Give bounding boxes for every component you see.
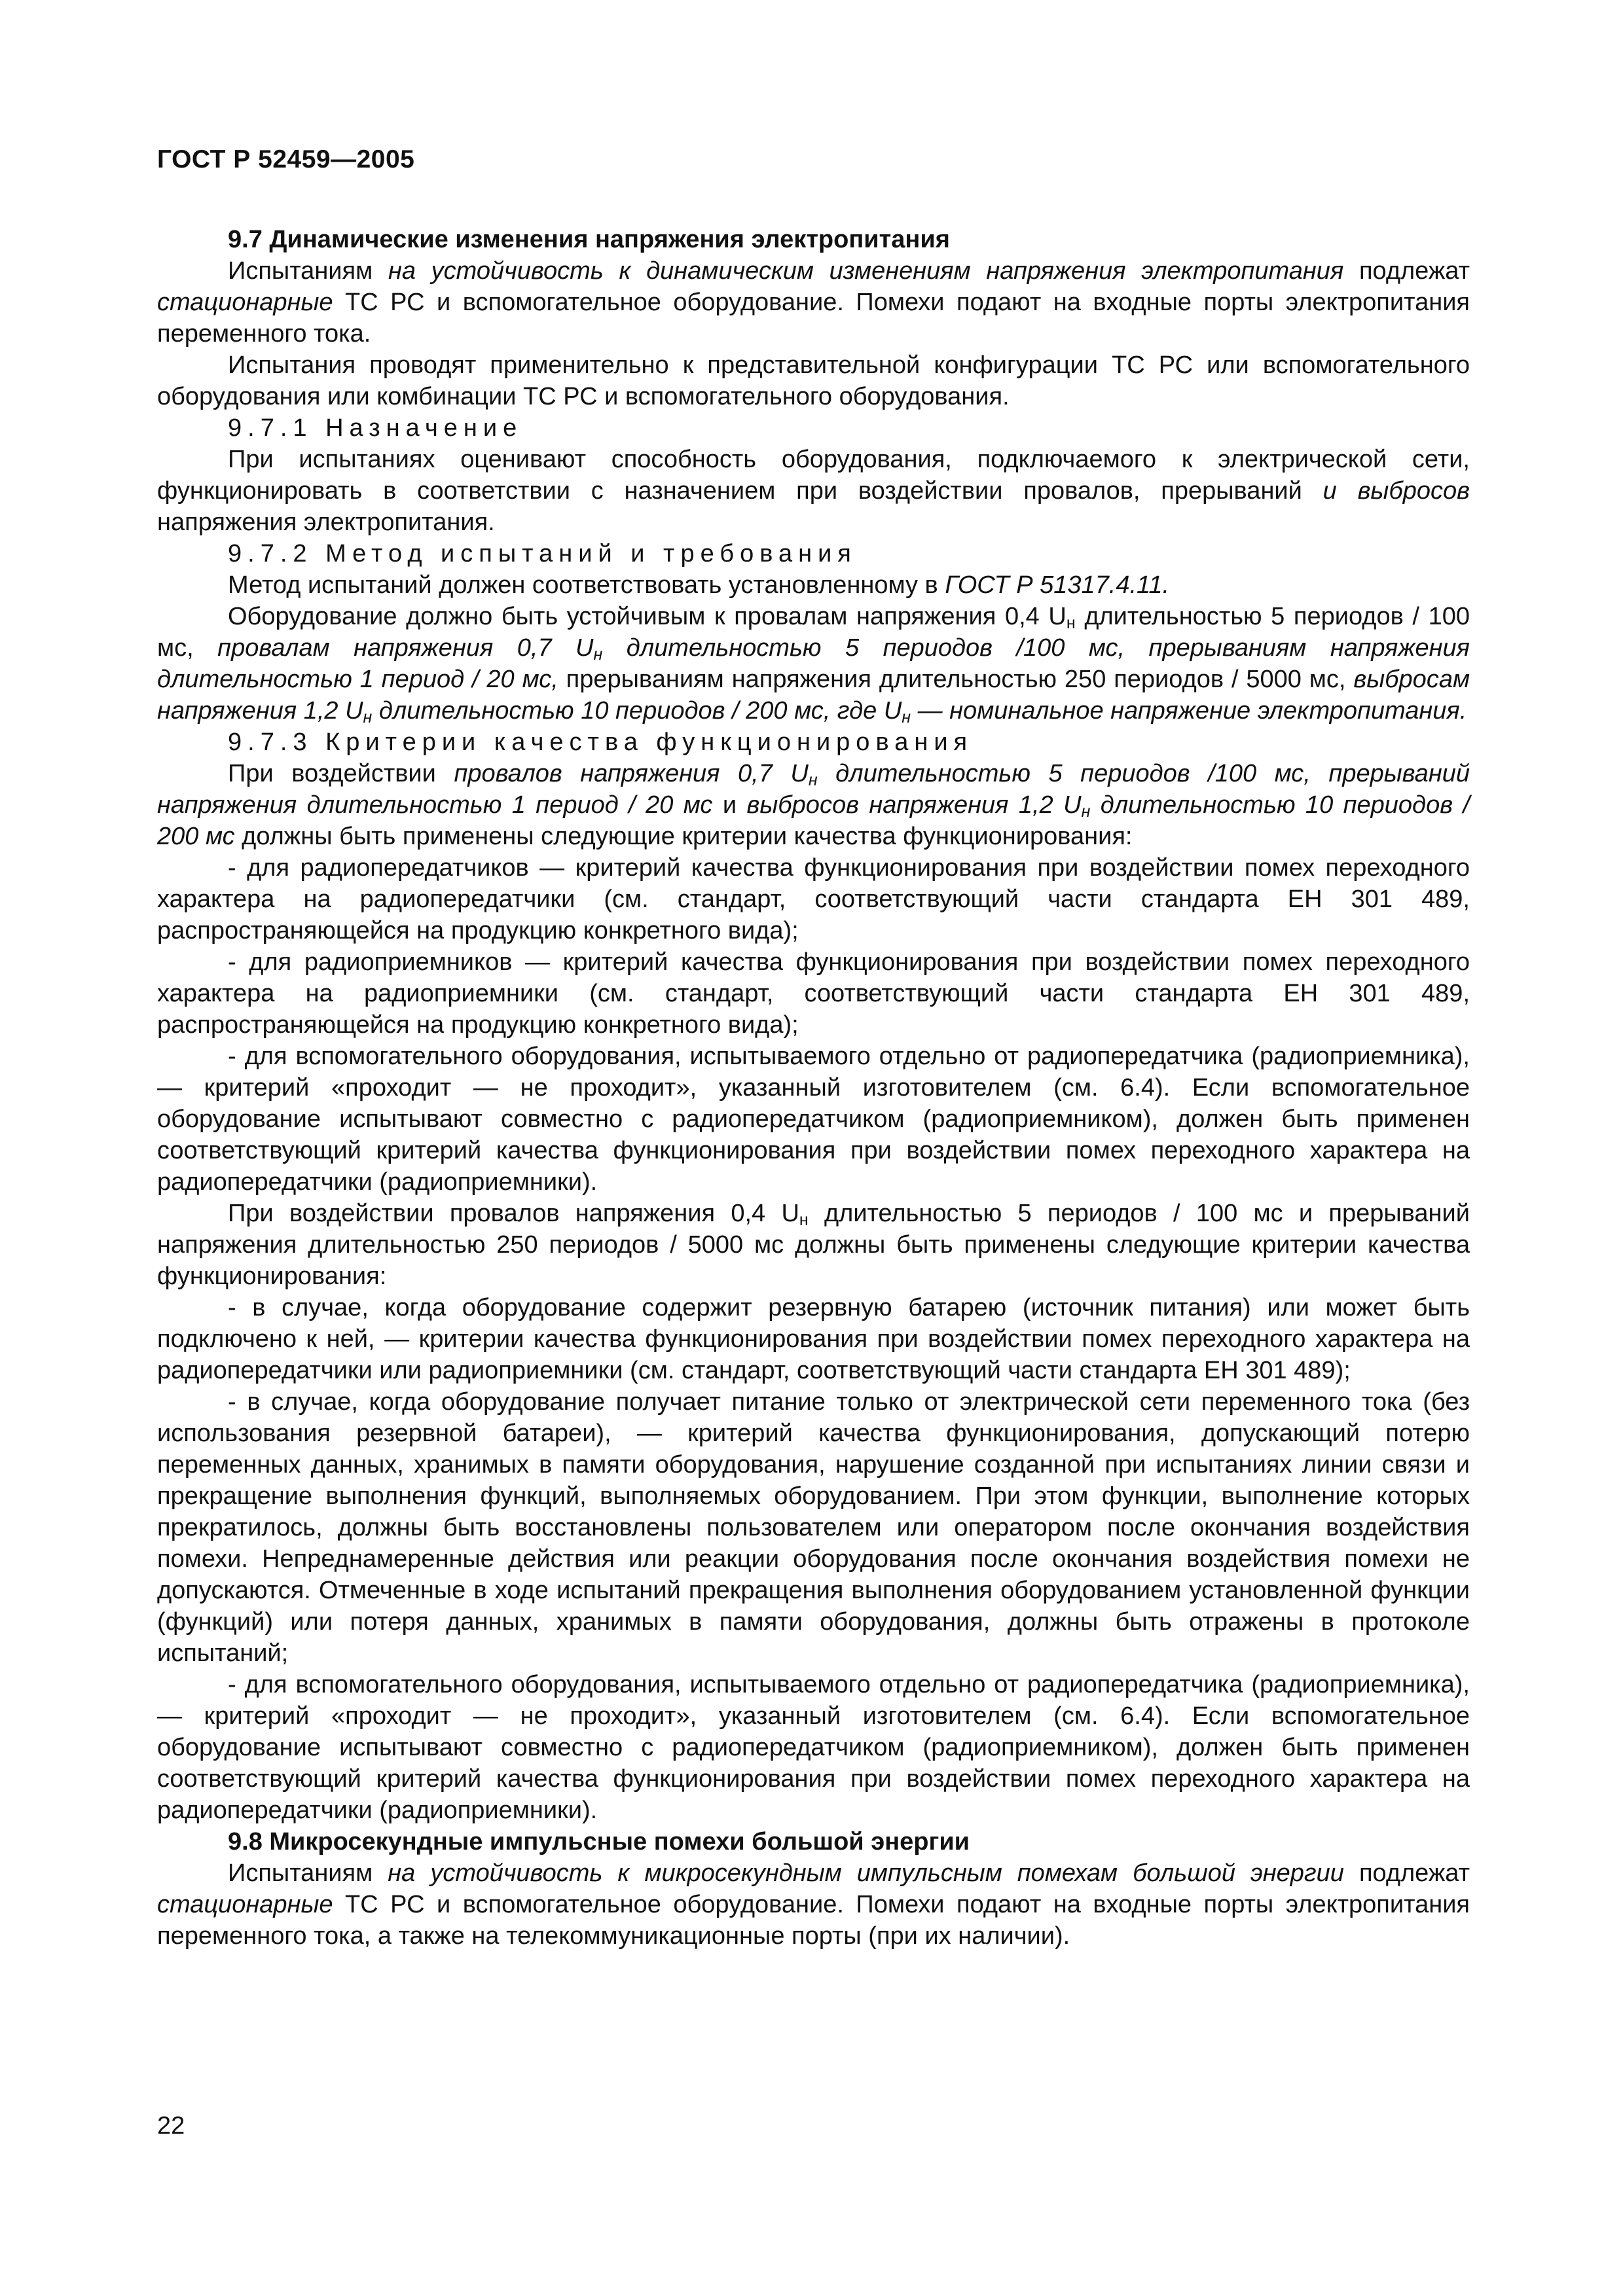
paragraph: Испытаниям на устойчивость к динамическим изменениям напряжения электропитания подлежат стационарные ТС РС и вспомогательное оборудование. Помехи подают на входные порты электропитания переменного тока. (157, 257, 1470, 348)
list-item: - для вспомогательного оборудования, испытываемого отдельно от радиопередатчика (радиоприемника), — критерий «проходит — не проходит», указанный изготовителем (см. 6.4). Если вспомогательное оборудование испытывают совместно с радиопередатчиком (радиоприемником), должен быть применен соответствующий критерий качества функционирования при воздействии помех переходного характера на радиопередатчики (радиоприемники). (157, 1043, 1470, 1196)
list-item: - для радиоприемников — критерий качества функционирования при воздействии помех переходного характера на радиоприемники (см. стандарт, соответствующий части стандарта ЕН 301 489, распространяющейся на продукцию конкретного вида); (157, 948, 1470, 1039)
paragraph: Оборудование должно быть устойчивым к провалам напряжения 0,4 $U_н$ длительностью 5 периодов / 100 мс, провалам напряжения 0,7 $U_н$ длительностью 5 периодов /100 мс, прерываниям напряжения длительностью 1 период / 20 мс, прерываниям напряжения длительностью 250 периодов / 5000 мс, выбросам напряжения 1,2 $U_н$ длительностью 10 периодов / 200 мс, где $U_н$ — номинальное напряжение электропитания. (157, 603, 1470, 726)
subsection-heading-9-7-3: 9.7.3 Критерии качества функционирования (228, 728, 974, 756)
list-item: - в случае, когда оборудование содержит резервную батарею (источник питания) или может быть подключено к ней, — критерии качества функционирования при воздействии помех переходного характера на радиопередатчики или радиоприемники (см. стандарт, соответствующий части стандарта ЕН 301 489); (157, 1294, 1470, 1384)
paragraph: При воздействии провалов напряжения 0,7 $U_н$ длительностью 5 периодов /100 мс, прерываний напряжения длительностью 1 период / 20 мс и выбросов напряжения 1,2 $U_н$ длительностью 10 периодов / 200 мс должны быть применены следующие критерии качества функционирования: (157, 760, 1470, 850)
paragraph: При воздействии провалов напряжения 0,4 $U_н$ длительностью 5 периодов / 100 мс и прерываний напряжения длительностью 250 периодов / 5000 мс должны быть применены следующие критерии качества функционирования: (157, 1200, 1470, 1290)
subsection-heading-9-7-2: 9.7.2 Метод испытаний и требования (228, 540, 857, 567)
page-number: 22 (157, 2112, 185, 2140)
document-body (157, 224, 1470, 1952)
section-heading-9-8: 9.8 Микросекундные импульсные помехи большой энергии (228, 1828, 970, 1856)
list-item: - для радиопередатчиков — критерий качества функционирования при воздействии помех переходного характера на радиопередатчики (см. стандарт, соответствующий части стандарта ЕН 301 489, распространяющейся на продукцию конкретного вида); (157, 854, 1470, 944)
paragraph: При испытаниях оценивают способность оборудования, подключаемого к электрической сети, функционировать в соответствии с назначением при воздействии провалов, прерываний и выбросов напряжения электропитания. (157, 446, 1470, 536)
paragraph: Испытаниям на устойчивость к микросекундным импульсным помехам большой энергии подлежат стационарные ТС РС и вспомогательное оборудование. Помехи подают на входные порты электропитания переменного тока, а также на телекоммуникационные порты (при их наличии). (157, 1859, 1470, 1950)
paragraph: Метод испытаний должен соответствовать установленному в ГОСТ Р 51317.4.11. (228, 571, 1170, 599)
paragraph: Испытания проводят применительно к представительной конфигурации ТС РС или вспомогательного оборудования или комбинации ТС РС и вспомогательного оборудования. (157, 351, 1470, 410)
page-header: ГОСТ Р 52459—2005 (157, 145, 415, 173)
list-item: - в случае, когда оборудование получает питание только от электрической сети переменного тока (без использования резервной батареи), — критерий качества функционирования, допускающий потерю переменных данных, хранимых в памяти оборудования, нарушение созданной при испытаниях линии связи и прекращение выполнения функций, выполняемых оборудованием. При этом функции, выполнение которых прекратилось, должны быть восстановлены пользователем или оператором после окончания воздействия помехи. Непреднамеренные действия или реакции оборудования после окончания воздействия помехи не допускаются. Отмеченные в ходе испытаний прекращения выполнения оборудованием установленной функции (функций) или потеря данных, хранимых в памяти оборудования, должны быть отражены в протоколе испытаний; (157, 1388, 1470, 1667)
subsection-heading-9-7-1: 9.7.1 Назначение (228, 414, 523, 442)
list-item: - для вспомогательного оборудования, испытываемого отдельно от радиопередатчика (радиоприемника), — критерий «проходит — не проходит», указанный изготовителем (см. 6.4). Если вспомогательное оборудование испытывают совместно с радиопередатчиком (радиоприемником), должен быть применен соответствующий критерий качества функционирования при воздействии помех переходного характера на радиопередатчики (радиоприемники). (157, 1671, 1470, 1824)
section-heading-9-7: 9.7 Динамические изменения напряжения электропитания (228, 226, 950, 253)
